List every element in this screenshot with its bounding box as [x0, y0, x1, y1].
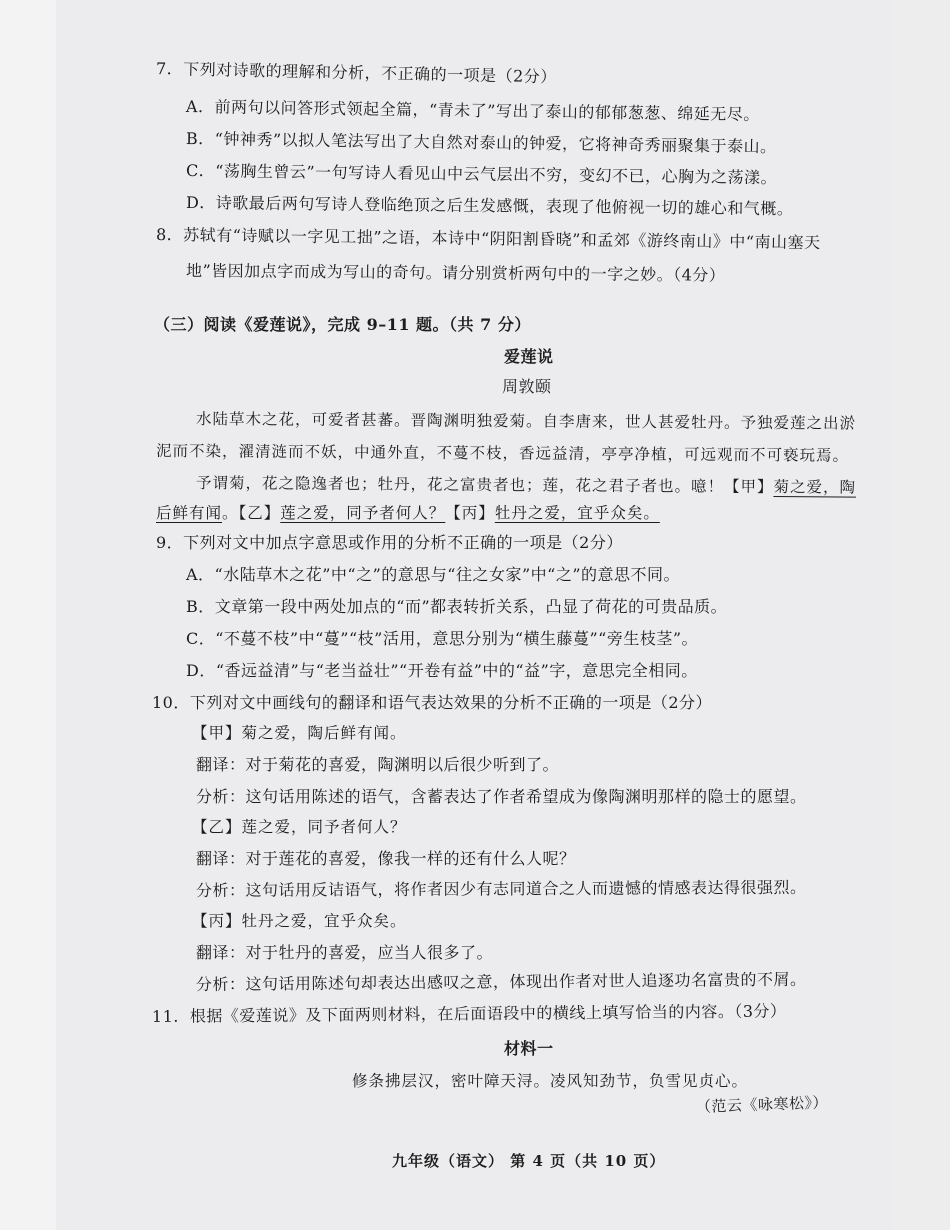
q10-bing-translation: 翻译：对于牡丹的喜爱，应当人很多了。 [196, 943, 494, 962]
section3-heading: （三）阅读《爱莲说》，完成 9–11 题。（共 7 分） [154, 315, 531, 334]
label-bing-2: 【丙】 [192, 912, 242, 930]
underlined-sentence-jia-part2: 后鲜有闻 [156, 504, 223, 522]
q9-option-b: B．文章第一段中两处加点的“而”都表转折关系，凸显了荷花的可贵品质。 [186, 597, 728, 616]
material1-poem: 修条拂层汉，密叶障天浔。凌风知劲节，负雪见贞心。 [352, 1072, 749, 1090]
q7-stem: 7．下列对诗歌的理解和分析，不正确的一项是（2分） [155, 59, 557, 87]
q10-yi-translation: 翻译：对于莲花的喜爱，像我一样的还有什么人呢？ [196, 849, 576, 868]
label-jia: 【甲】 [192, 724, 242, 742]
q10-yi-text: 莲之爱，同予者何人？ [241, 818, 407, 836]
q10-stem: 10．下列对文中画线句的翻译和语气表达效果的分析不正确的一项是（2分） [152, 693, 713, 712]
q10-yi-sentence [192, 816, 407, 838]
page-footer: 九年级（语文） 第 4 页（共 10 页） [392, 1152, 666, 1170]
label-bing: 【丙】 [445, 504, 495, 522]
q7-option-a: A．前两句以问答形式领起全篇，“青未了”写出了泰山的郁郁葱葱、绵延无尽。 [185, 97, 761, 125]
label-yi-2: 【乙】 [192, 818, 242, 836]
q9-option-a: A．“水陆草木之花”中“之”的意思与“往之女家”中“之”的意思不同。 [186, 565, 680, 584]
q8-line-1: 8．苏轼有“诗赋以一字见工拙”之语，本诗中“阴阳割昏晓”和孟郊《游终南山》中“南山塞天 [155, 225, 821, 253]
article-para2-line2 [156, 502, 660, 524]
q11-stem: 11．根据《爱莲说》及下面两则材料，在后面语段中的横线上填写恰当的内容。（3分） [151, 1001, 787, 1026]
q9-option-d: D．“香远益清”与“老当益壮”“开卷有益”中的“益”字，意思完全相同。 [186, 661, 698, 680]
exam-page [56, 0, 892, 1230]
article-author: 周敦颐 [502, 377, 552, 396]
para2-text: 予谓菊，花之隐逸者也；牡丹，花之富贵者也；莲，花之君子者也。噫！【甲】 [195, 474, 774, 497]
q10-bing-text: 牡丹之爱，宜乎众矣。 [241, 912, 407, 930]
q10-jia-text: 菊之爱，陶后鲜有闻。 [241, 724, 407, 742]
q9-option-c: C．“不蔓不枝”中“蔓”“枝”活用，意思分别为“横生藤蔓”“旁生枝茎”。 [186, 629, 699, 648]
q8-line-2: 地”皆因加点字而成为写山的奇句。请分别赏析两句中的一字之妙。（4分） [185, 261, 726, 285]
q10-bing-sentence [192, 910, 407, 932]
q7-option-d: D．诗歌最后两句写诗人登临绝顶之后生发感慨，表现了他俯视一切的雄心和气概。 [185, 193, 794, 219]
material1-source: （范云《咏寒松》） [695, 1093, 829, 1116]
q10-bing-analysis: 分析：这句话用陈述句却表达出感叹之意，体现出作者对世人追逐功名富贵的不屑。 [195, 969, 807, 994]
q9-stem: 9．下列对文中加点字意思或作用的分析不正确的一项是（2分） [156, 533, 623, 552]
underlined-sentence-yi: 莲之爱，同予者何人？ [280, 504, 446, 522]
left-background [0, 0, 56, 1230]
q10-yi-analysis: 分析：这句话用反诘语气，将作者因少有志同道合之人而遗憾的情感表达得很强烈。 [195, 877, 807, 900]
underlined-sentence-bing: 牡丹之爱，宜乎众矣。 [494, 504, 660, 522]
article-para1-line2: 泥而不染，濯清涟而不妖，中通外直，不蔓不枝，香远益清，亭亭净植，可远观而不可亵玩焉。 [155, 442, 850, 465]
q10-jia-analysis: 分析：这句话用陈述的语气，含蓄表达了作者希望成为像陶渊明那样的隐士的愿望。 [196, 787, 807, 806]
q7-option-b: B．“钟神秀”以拟人笔法写出了大自然对泰山的钟爱，它将神奇秀丽聚集于泰山。 [185, 129, 777, 157]
q7-option-c: C．“荡胸生曾云”一句写诗人看见山中云气层出不穷，变幻不已，心胸为之荡漾。 [185, 161, 778, 188]
right-background [892, 0, 950, 1230]
article-para1-line1: 水陆草木之花，可爱者甚蕃。晋陶渊明独爱菊。自李唐来，世人甚爱牡丹。予独爱莲之出淤 [195, 410, 857, 433]
material1-title: 材料一 [504, 1039, 554, 1058]
article-para2-line1 [196, 472, 856, 499]
q10-jia-translation: 翻译：对于菊花的喜爱，陶渊明以后很少听到了。 [196, 755, 560, 774]
label-yi: 。【乙】 [222, 504, 281, 522]
underlined-sentence-jia-part1: 菊之爱，陶 [773, 478, 857, 497]
article-title: 爱莲说 [504, 347, 554, 366]
q10-jia-sentence [192, 722, 407, 744]
